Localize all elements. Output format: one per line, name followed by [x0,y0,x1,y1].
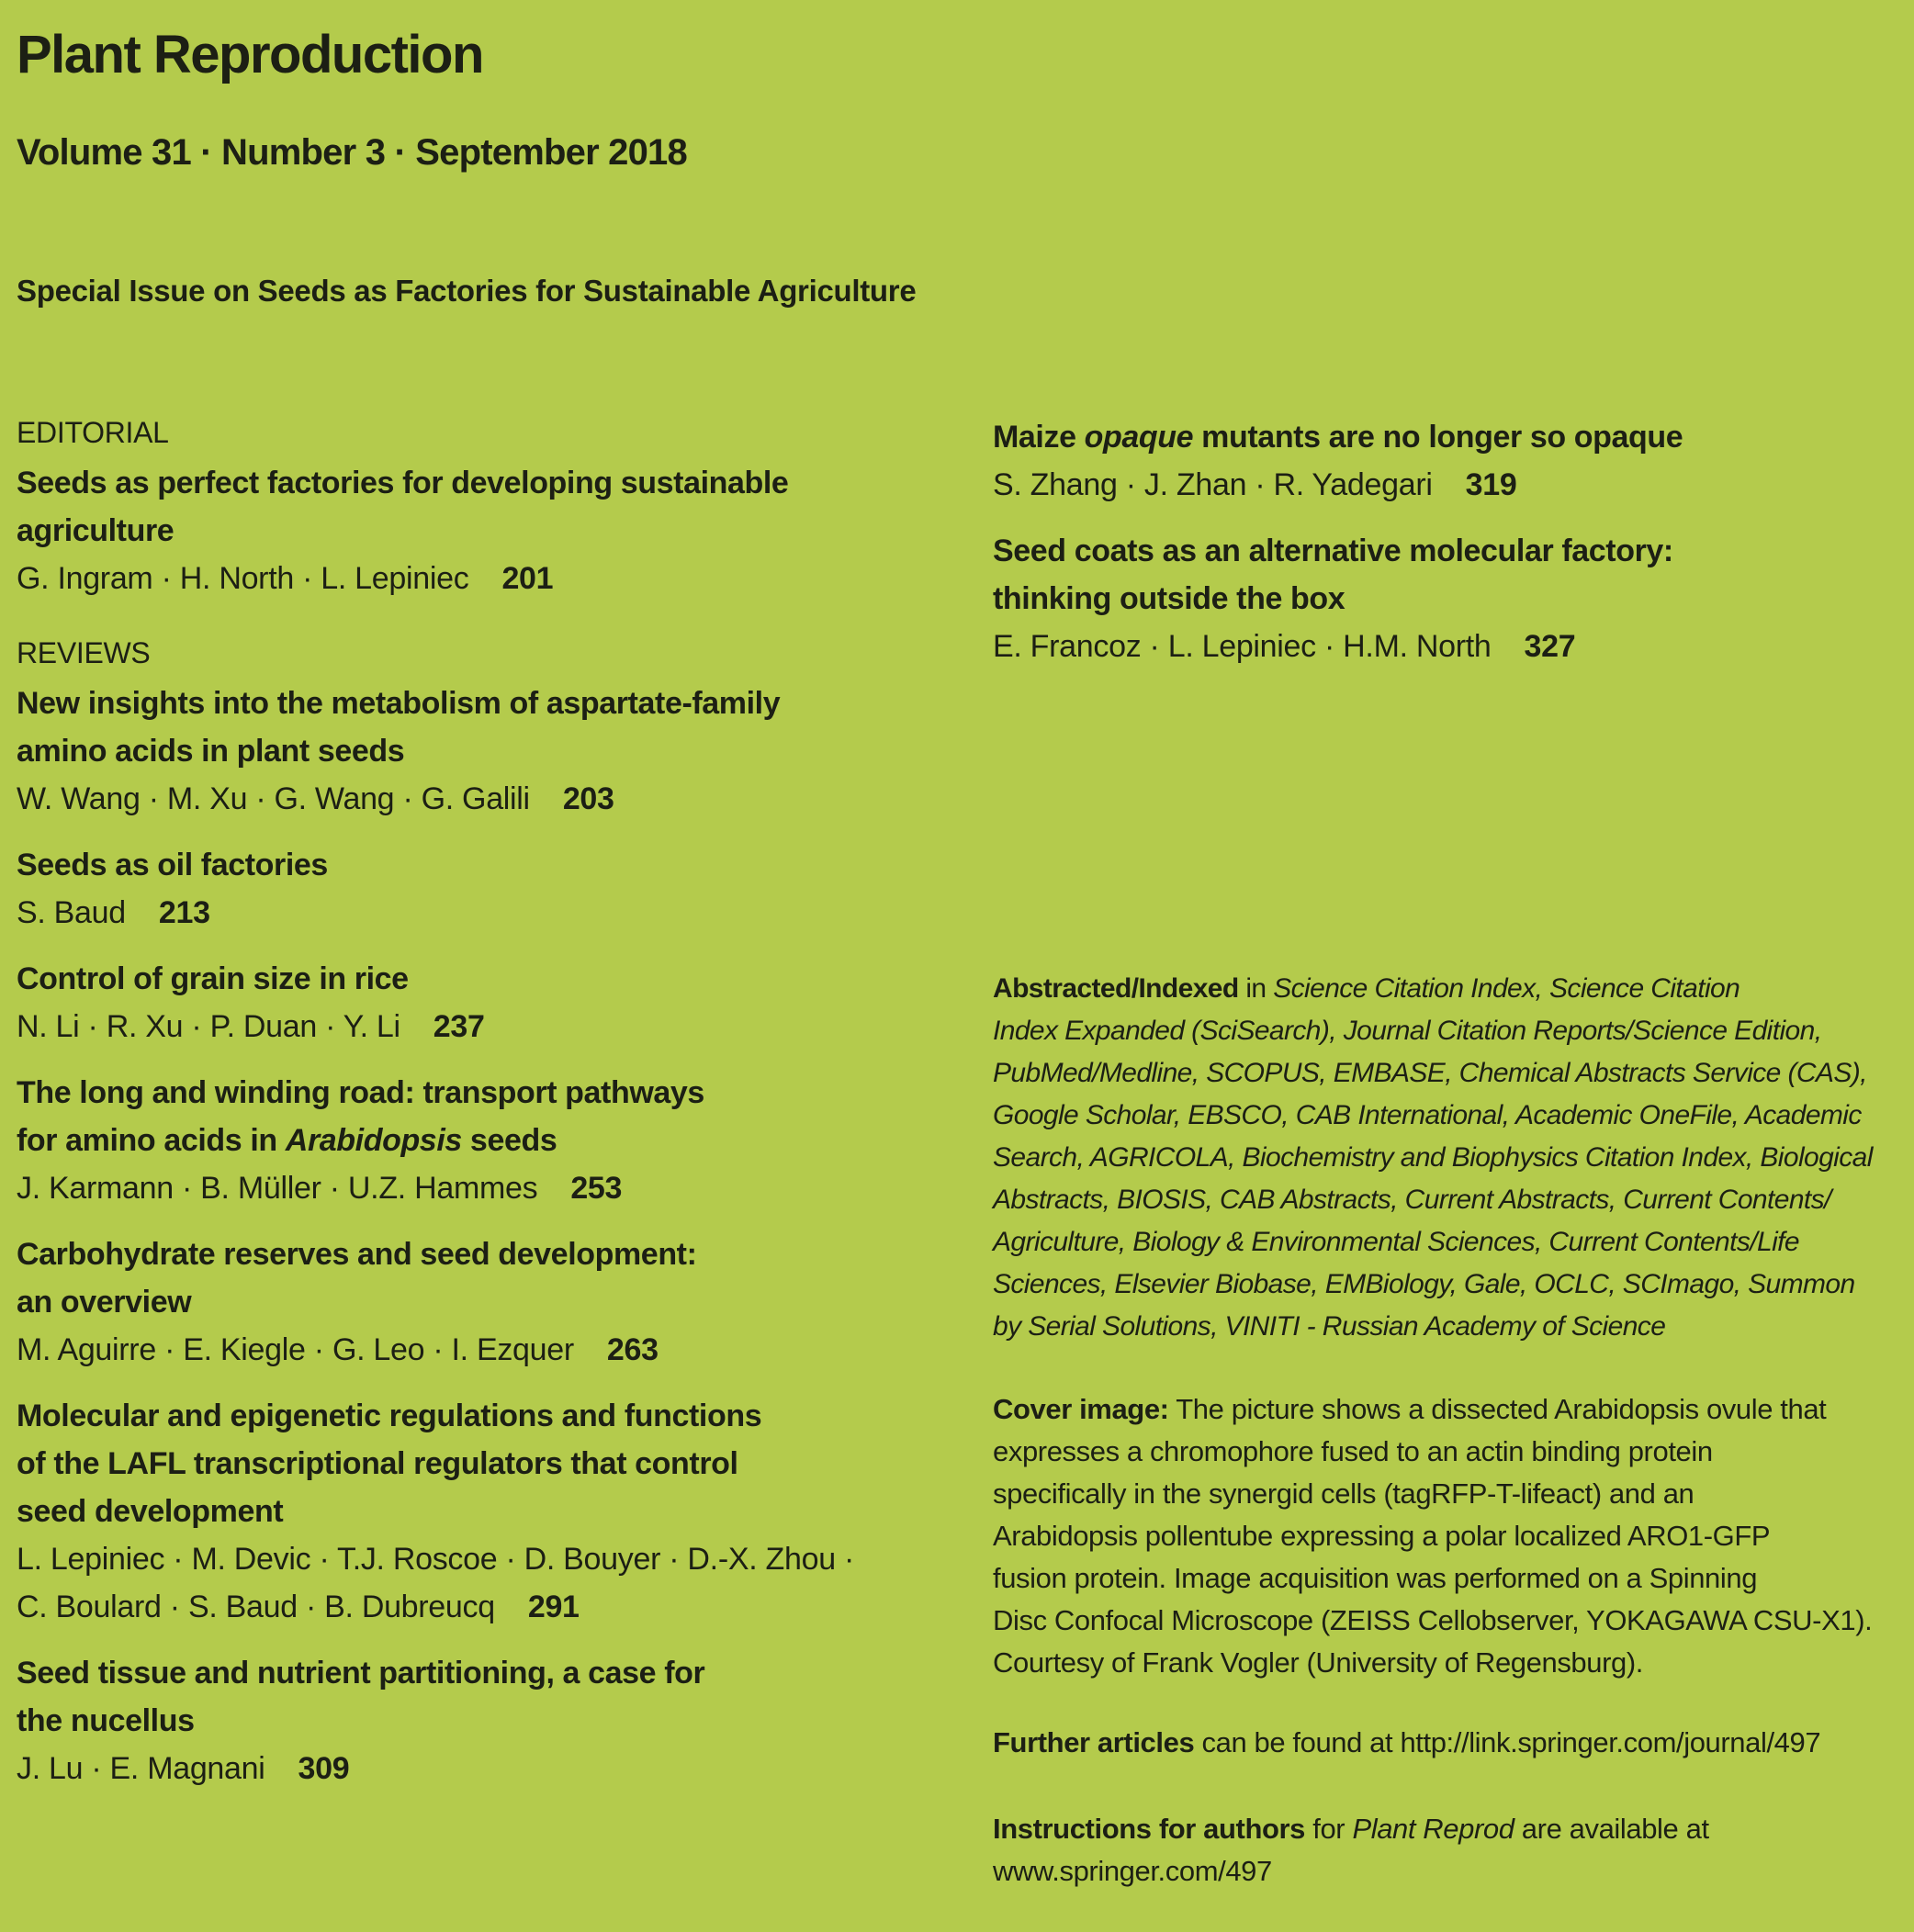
further-articles-note: Further articles can be found at http://link.springer.com/journal/497 [993,1726,1821,1758]
entry-authors: L. Lepiniec · M. Devic · T.J. Roscoe · D. Bouyer · D.-X. Zhou · C. Boulard · S. Baud · B. Dubreucq 291 [17,1542,854,1624]
entry-page-number: 253 [570,1171,623,1206]
entry-page-number: 213 [158,895,210,930]
entry-title: Control of grain size in rice [17,961,409,996]
entry-page-number: 327 [1524,629,1576,664]
instructions-for-authors: Instructions for authors for Plant Reprod are available at www.springer.com/497 [993,1813,1709,1887]
entry-title: New insights into the metabolism of aspartate-family amino acids in plant seeds [17,686,781,769]
entry-page-number: 291 [527,1589,580,1624]
instructions-link[interactable]: www.springer.com/497 [993,1855,1272,1887]
entry-authors: W. Wang · M. Xu · G. Wang · G. Galili 203 [17,781,614,816]
entry-page-number: 309 [298,1751,350,1786]
entry-authors: N. Li · R. Xu · P. Duan · Y. Li 237 [17,1009,485,1044]
entry-page-number: 263 [606,1332,659,1367]
entry-page-number: 319 [1465,467,1517,502]
entry-page-number: 203 [562,781,614,816]
journal-title: Plant Reproduction [17,25,483,84]
toc-entry[interactable] [17,459,953,602]
section-label-editorial: EDITORIAL [17,416,169,449]
toc-entry[interactable] [993,527,1902,670]
entry-title: Seeds as oil factories [17,848,328,882]
further-articles-link[interactable]: can be found at http://link.springer.com/journal/497 [1194,1726,1821,1758]
issue-line: Volume 31 · Number 3 · September 2018 [17,132,687,173]
entry-authors: M. Aguirre · E. Kiegle · G. Leo · I. Ezquer 263 [17,1332,659,1367]
toc-entry[interactable] [17,1069,953,1212]
entry-authors: S. Zhang · J. Zhan · R. Yadegari 319 [993,467,1517,502]
entry-title: Seeds as perfect factories for developing sustainable agriculture [17,466,789,548]
entry-title: The long and winding road: transport pathways for amino acids in Arabidopsis seeds [17,1075,704,1158]
toc-entry[interactable] [17,1392,953,1631]
entry-title: Molecular and epigenetic regulations and functions of the LAFL transcriptional regulators that control seed development [17,1398,762,1529]
cover-image-description: Cover image: The picture shows a dissected Arabidopsis ovule that expresses a chromophore fused to an actin binding protein specifically in the synergid cells (tagRFP-T-lifeact) and an Arabidopsis pollentube expressing a polar localized ARO1-GFP fusion protein. Image acquisition was performed on a Spinning Disc Confocal Microscope (ZEISS Cellobserver, YOKAGAWA CSU-X1). Courtesy of Frank Vogler (University of Regensburg). [993,1393,1873,1679]
toc-entry[interactable] [17,1230,953,1374]
toc-entry[interactable] [17,680,953,823]
entry-title: Seed coats as an alternative molecular factory: thinking outside the box [993,534,1673,616]
toc-entry[interactable] [17,955,953,1050]
section-label-reviews: REVIEWS [17,636,151,669]
entry-page-number: 201 [501,561,554,596]
entry-title: Carbohydrate reserves and seed development: an overview [17,1237,697,1320]
indexing-info: Abstracted/Indexed in Science Citation Index, Science Citation Index Expanded (SciSearch), Journal Citation Reports/Science Edition, PubMed/Medline, SCOPUS, EMBASE, Chemical Abstracts Service (CAS), Google Scholar, EBSCO, CAB International, Academic OneFile, Academic Search, AGRICOLA, Biochemistry and Biophysics Citation Index, Biological Abstracts, BIOSIS, CAB Abstracts, Current Abstracts, Current Contents/ Agriculture, Biology & Environmental Sciences, Current Contents/Life Sciences, Elsevier Biobase, EMBiology, Gale, OCLC, SCImago, Summon by Serial Solutions, VINITI - Russian Academy of Science [993,973,1873,1342]
toc-entry[interactable] [17,841,953,937]
entry-authors: J. Lu · E. Magnani 309 [17,1751,350,1786]
entry-authors: S. Baud 213 [17,895,210,930]
entry-title: Maize opaque mutants are no longer so opaque [993,420,1683,455]
entry-authors: E. Francoz · L. Lepiniec · H.M. North 327 [993,629,1576,664]
toc-entry[interactable] [993,413,1902,509]
entry-authors: J. Karmann · B. Müller · U.Z. Hammes 253 [17,1171,623,1206]
toc-entry[interactable] [17,1649,953,1792]
right-column [993,413,1902,689]
entry-authors: G. Ingram · H. North · L. Lepiniec 201 [17,561,554,596]
entry-title: Seed tissue and nutrient partitioning, a case for the nucellus [17,1656,705,1738]
left-column [17,413,953,1811]
special-issue-title: Special Issue on Seeds as Factories for Sustainable Agriculture [17,274,917,308]
entry-page-number: 237 [433,1009,485,1044]
